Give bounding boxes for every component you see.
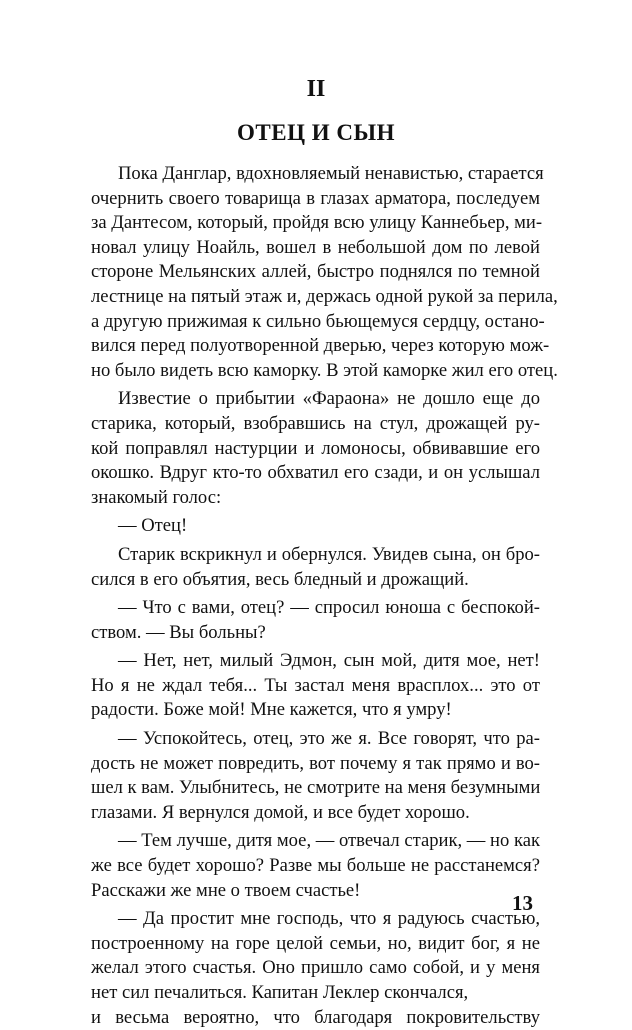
page-number: 13 bbox=[512, 891, 533, 915]
paragraph bbox=[91, 387, 540, 510]
text-line: сился в его объятия, весь бледный и дрожащий. bbox=[91, 568, 469, 590]
paragraph bbox=[91, 727, 540, 825]
text-line: очернить своего товарища в глазах арматора, последуем bbox=[91, 187, 540, 209]
paragraph bbox=[91, 649, 540, 723]
text-line: старика, который, взобравшись на стул, дрожащей ру- bbox=[91, 412, 540, 434]
text-line: лестнице на пятый этаж и, держась одной рукой за перила, bbox=[91, 285, 558, 307]
text-line: и весьма вероятно, что благодаря покровительству bbox=[91, 1006, 540, 1028]
text-line: же все будет хорошо? Разве мы больше не расстанемся? bbox=[91, 855, 540, 877]
paragraph bbox=[91, 514, 540, 539]
text-line: шел к вам. Улыбнитесь, не смотрите на меня безумными bbox=[91, 777, 541, 799]
text-line: нет сил печалиться. Капитан Леклер скончался, bbox=[91, 982, 469, 1003]
paragraph bbox=[91, 596, 540, 645]
paragraph bbox=[91, 543, 540, 592]
text-line: — Тем лучше, дитя мое, — отвечал старик, — но как bbox=[118, 830, 540, 852]
text-line: стороне Мельянских аллей, быстро поднялся по темной bbox=[91, 261, 540, 283]
text-line: окошко. Вдруг кто-то обхватил его сзади, и он услышал bbox=[91, 462, 540, 484]
text-line: знакомый голос: bbox=[91, 486, 222, 508]
paragraph bbox=[91, 162, 558, 383]
text-line: Старик вскрикнул и обернулся. Увидев сына, он бро- bbox=[118, 543, 540, 565]
text-line: дость не может повредить, вот почему я так прямо и во- bbox=[91, 752, 540, 774]
text-line: но было видеть всю каморку. В этой каморке жил его отец. bbox=[91, 359, 558, 381]
text-line: — Отец! bbox=[118, 515, 188, 537]
paragraph bbox=[91, 829, 540, 903]
text-line: желал этого счастья. Оно пришло само собой, и у меня bbox=[91, 957, 540, 979]
text-line: — Что с вами, отец? — спросил юноша с беспокой- bbox=[118, 597, 540, 619]
text-line: Расскажи же мне о твоем счастье! bbox=[91, 879, 361, 901]
text-line: глазами. Я вернулся домой, и все будет хорошо. bbox=[91, 801, 470, 823]
text-line: — Успокойтесь, отец, это же я. Все говорят, что ра- bbox=[118, 728, 540, 750]
text-line: Но я не ждал тебя... Ты застал меня врасплох... это от bbox=[91, 674, 540, 696]
text-line: вился перед полуотворенной дверью, через которую мож- bbox=[91, 335, 550, 357]
text-line: — Да простит мне господь, что я радуюсь счастью, bbox=[118, 908, 540, 930]
text-line: ством. — Вы больны? bbox=[91, 621, 266, 643]
text-line: Пока Данглар, вдохновляемый ненавистью, старается bbox=[118, 163, 544, 184]
chapter-title: ОТЕЦ И СЫН bbox=[237, 120, 395, 145]
chapter-number: II bbox=[306, 76, 326, 102]
text-line: радости. Боже мой! Мне кажется, что я умру! bbox=[91, 699, 452, 721]
text-line: а другую прижимая к сильно бьющемуся сердцу, остано- bbox=[91, 310, 545, 332]
body-text bbox=[91, 162, 558, 1030]
text-line: Известие о прибытии «Фараона» не дошло еще до bbox=[118, 388, 540, 410]
paragraph bbox=[91, 907, 540, 1030]
text-line: новал улицу Ноайль, вошел в небольшой дом по левой bbox=[91, 236, 540, 258]
text-line: за Дантесом, который, пройдя всю улицу Каннебьер, ми- bbox=[91, 212, 543, 234]
text-line: — Нет, нет, милый Эдмон, сын мой, дитя мое, нет! bbox=[118, 650, 540, 672]
text-line: кой поправлял настурции и ломоносы, обвивавшие его bbox=[91, 437, 540, 459]
text-line: построенному на горе целой семьи, но, видит бог, я не bbox=[91, 932, 540, 954]
